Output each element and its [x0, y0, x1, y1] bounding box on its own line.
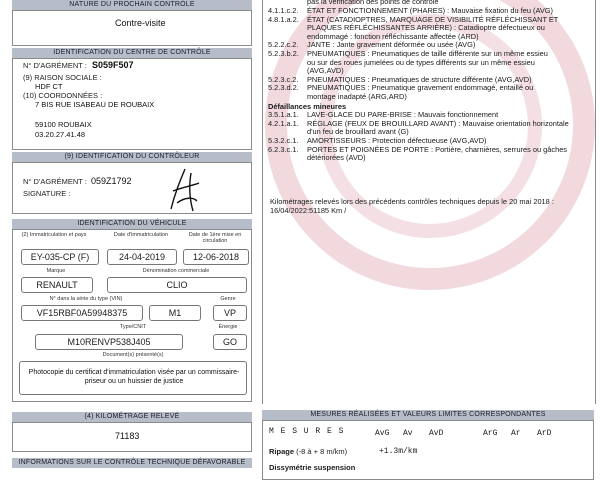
docs-field: [19, 361, 247, 395]
model-label: Dénomination commerciale: [142, 268, 210, 274]
ripage-label: Ripage (-8 à + 8 m/km): [269, 447, 348, 456]
defect-row: 5.2.3.b.2. PNEUMATIQUES : Pneumatiques de taille différente sur un même essieu: [268, 48, 548, 58]
docs-label: Document(s) présenté(s): [102, 352, 164, 358]
centre-agreement-label: N° D'AGRÉMENT :: [23, 61, 87, 70]
defect-row: endommagé : fonction réfléchissante affectée (ARD): [307, 31, 479, 41]
controller-signature-label: SIGNATURE :: [23, 189, 71, 198]
col-ar: Ar: [511, 429, 521, 438]
minor-defect-row: 4.2.1.a.1. RÉGLAGE (FEUX DE BROUILLARD AVANT) : Mauvaise orientation horizontale: [268, 118, 569, 128]
energy-label: Énergie: [218, 324, 238, 330]
minor-defects-title: Défaillances mineures: [268, 101, 347, 111]
mileage-header: (4) KILOMÉTRAGE RELEVÉ: [12, 412, 252, 422]
centre-company-value: HDF CT: [35, 82, 63, 91]
measures-table: [262, 420, 594, 480]
defect-row: 4.8.1.a.2. ÉTAT (CATADIOPTRES, MARQUAGE DE VISIBILITÉ RÉFLÉCHISSANT ET: [268, 14, 559, 24]
minor-defect-row: d'un feu de brouillard avant (G): [307, 127, 409, 137]
vehicle-box: [12, 229, 252, 402]
dissym-label: Dissymétrie suspension: [269, 463, 356, 472]
km-history-line1: Kilométrages relevés lors des précédents contrôles techniques depuis le 20 mai 2018 :: [270, 197, 554, 206]
defect-row: (AVG,AVD): [307, 66, 344, 76]
defect-row: montage inadapté (ARG,ARD): [307, 91, 407, 101]
vin-field: VF15RBF0A59948375: [21, 305, 143, 321]
defects-list: [268, 7, 569, 163]
category-field: M1: [149, 305, 201, 321]
next-control-box: [12, 10, 252, 46]
mileage-value: 71183: [115, 431, 140, 441]
defect-row: 5.2.3.d.2. PNEUMATIQUES : Pneumatique gravement endommagé, entaillé ou: [268, 83, 534, 93]
reg-date-field: 24-04-2019: [107, 249, 177, 265]
controller-signature: [165, 167, 205, 213]
measures-header: MESURES RÉALISÉES ET VALEURS LIMITES CORRESPONDANTES: [262, 410, 594, 420]
col-avg: AvG: [375, 429, 390, 438]
plate-field: EY-035-CP (F): [21, 249, 99, 265]
first-date-label: Date de 1ère mise en circulation: [188, 232, 242, 244]
centre-box: [12, 58, 252, 150]
cnit-label: Type/CNIT: [119, 324, 147, 330]
col-avd: AvD: [429, 429, 444, 438]
centre-coords-label: (10) COORDONNÉES :: [23, 91, 103, 100]
centre-phone: 03.20.27.41.48: [35, 130, 86, 139]
vehicle-header: IDENTIFICATION DU VÉHICULE: [12, 219, 252, 229]
vin-label: N° dans la série du type (VIN): [49, 296, 123, 302]
make-label: Marque: [46, 268, 66, 274]
controller-agreement-value: 059Z1792: [91, 176, 132, 186]
col-ard: ArD: [537, 429, 552, 438]
make-field: RENAULT: [21, 277, 93, 293]
cnit-field: M10RENVP538J405: [35, 334, 183, 350]
ripage-value: +1.3m/km: [379, 447, 418, 456]
energy-field: GO: [213, 334, 247, 350]
genre-label: Genre: [220, 296, 236, 302]
centre-address-line1: 7 BIS RUE ISABEAU DE ROUBAIX: [35, 100, 155, 109]
minor-defect-row: 5.3.2.c.1. AMORTISSEURS : Protection défectueuse (AVG,AVD): [268, 135, 487, 145]
next-control-header: NATURE DU PROCHAIN CONTRÔLE: [12, 0, 252, 10]
controller-box: [12, 162, 252, 214]
plate-label: (2) Immatriculation et pays: [21, 232, 87, 238]
genre-field: VP: [213, 305, 247, 321]
col-arg: ArG: [483, 429, 498, 438]
docs-value: Photocopie du certificat d'immatriculation visée par un commissaire-priseur ou un huissier de justice: [28, 369, 240, 385]
first-date-field: 12-06-2018: [183, 249, 249, 265]
controller-header: (9) IDENTIFICATION DU CONTRÔLEUR: [12, 152, 252, 162]
defect-row: 5.2.3.c.2. PNEUMATIQUES : Pneumatiques de structure différente (AVG,AVD): [268, 74, 532, 84]
bottom-left-header: INFORMATIONS SUR LE CONTRÔLE TECHNIQUE DÉFAVORABLE: [12, 458, 252, 468]
defect-row: ou sur des roues jumelées ou de types différents sur un même essieu: [307, 57, 535, 67]
centre-header: IDENTIFICATION DU CENTRE DE CONTRÔLE: [12, 48, 252, 58]
centre-address-line2: 59100 ROUBAIX: [35, 120, 92, 129]
minor-defect-row: détériorées (AVD): [307, 153, 366, 163]
defect-row: 5.2.2.c.2. JANTE : Jante gravement déformée ou usée (AVG): [268, 40, 476, 50]
model-field: CLIO: [107, 277, 247, 293]
controller-agreement-label: N° D'AGRÉMENT :: [23, 177, 87, 186]
defect-row: PLAQUES RÉFLÉCHISSANTES ARRIÈRE) : Catadioptre défectueux ou: [307, 23, 545, 33]
minor-defect-row: 3.5.1.a.1. LAVE-GLACE DU PARE-BRISE : Mauvais fonctionnement: [268, 110, 499, 120]
measures-title: M E S U R E S: [269, 427, 345, 436]
col-av: Av: [403, 429, 413, 438]
centre-company-label: (9) RAISON SOCIALE :: [23, 73, 102, 82]
centre-agreement-value: S059F507: [92, 60, 134, 70]
reg-date-label: Date d'immatriculation: [113, 232, 169, 238]
km-history-line2: 16/04/2022:51185 Km /: [270, 206, 347, 215]
minor-defect-row: 6.2.3.c.1. PORTES ET POIGNÉES DE PORTE : Portière, charnières, serrures ou gâches: [268, 144, 567, 154]
defects-top-partial: pas la vérification des points de contrôle: [307, 0, 439, 6]
next-control-value: Contre-visite: [115, 18, 166, 28]
defect-row: 4.1.1.c.2. ÉTAT ET FONCTIONNEMENT (PHARES) : Mauvaise fixation du feu (AVG): [268, 6, 553, 15]
mileage-box: [12, 422, 252, 452]
